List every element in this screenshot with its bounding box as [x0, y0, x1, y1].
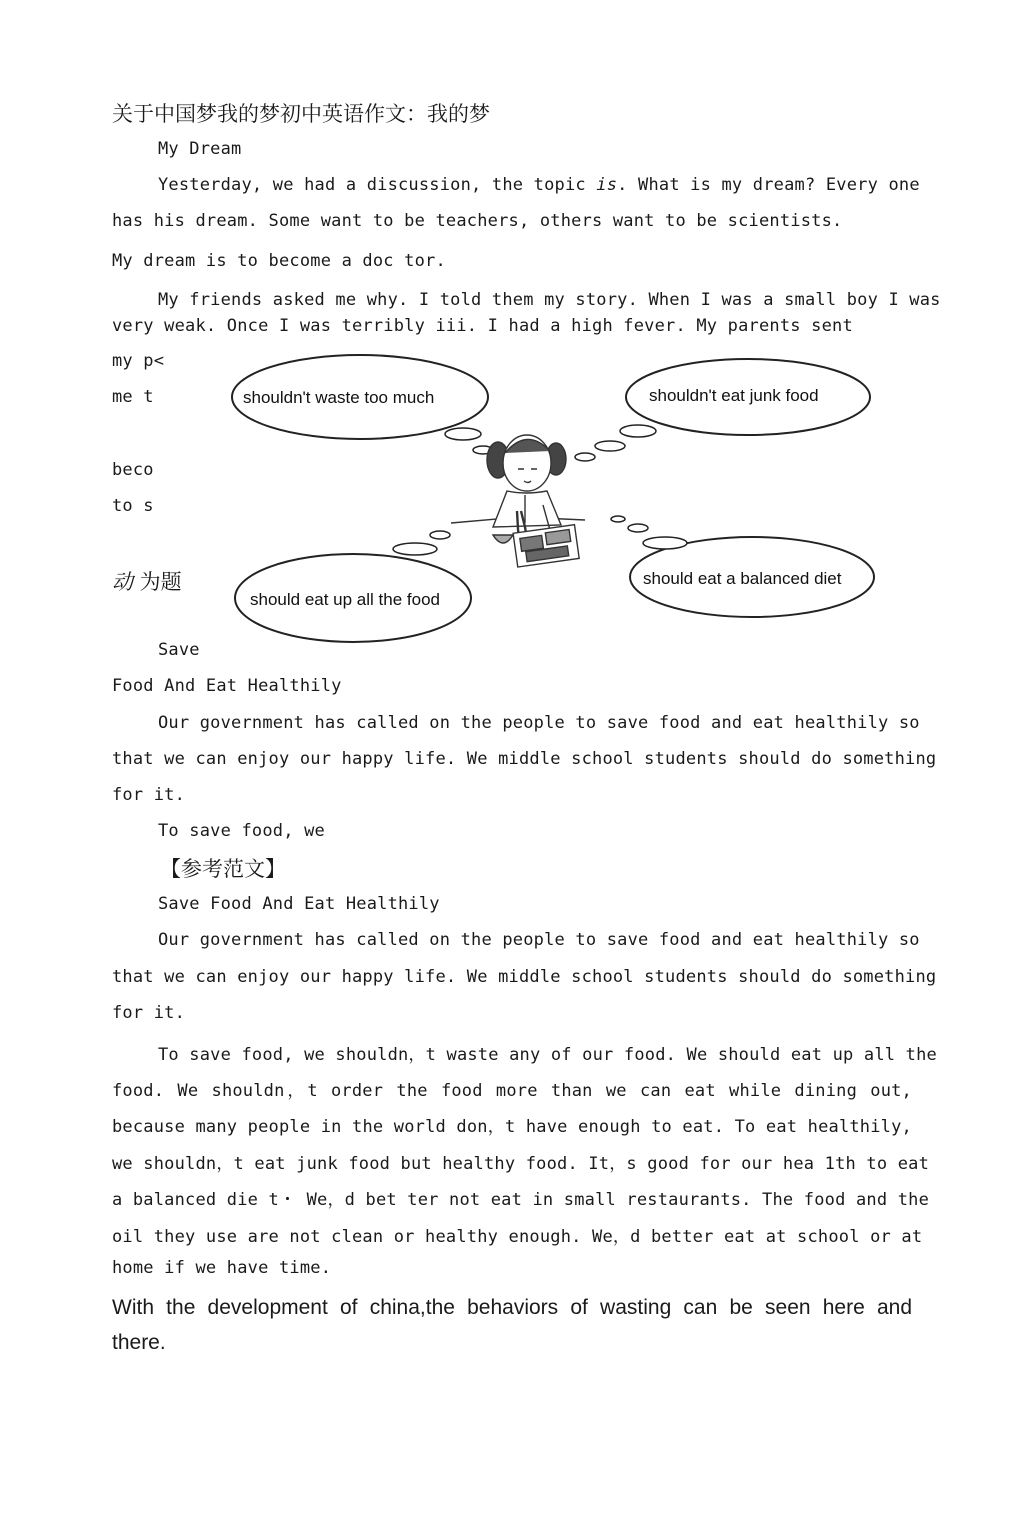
reference-paragraph-line: we shouldn，t eat junk food but healthy food. It，s good for our hea 1th to eat [112, 1154, 930, 1174]
reference-paragraph-line: food. We shouldn，t order the food more than we can eat while dining out, [112, 1081, 912, 1101]
text-fragment: to s [112, 496, 154, 516]
text-fragment: me t [112, 387, 154, 407]
reference-paragraph-line: because many people in the world don，t have enough to eat. To eat healthily, [112, 1117, 912, 1137]
bubble-dot [611, 516, 625, 522]
reference-paragraph-line: home if we have time. [112, 1258, 332, 1278]
page-title: 关于中国梦我的梦初中英语作文：我的梦 [112, 102, 490, 126]
essay-paragraph-line: My friends asked me why. I told them my story. When I was a small boy I was [158, 290, 941, 310]
thought-bubble [235, 554, 471, 642]
essay-paragraph: My dream is to become a doc tor. [112, 251, 446, 271]
bubble-dot [628, 524, 648, 532]
essay-paragraph-line: very weak. Once I was terribly iii. I had a high fever. My parents sent [112, 316, 853, 336]
reference-title: Save Food And Eat Healthily [158, 894, 440, 914]
illustration-figure [225, 345, 885, 650]
thought-bubble [232, 355, 488, 439]
essay-paragraph-line: Yesterday, we had a discussion, the topic is. What is my dream? Every one [158, 175, 920, 195]
bubble-dot [393, 543, 437, 555]
prompt-paragraph: To save food, we [158, 821, 325, 841]
reference-paragraph-line: that we can enjoy our happy life. We middle school students should do something [112, 967, 937, 987]
prompt-paragraph-line: that we can enjoy our happy life. We middle school students should do something [112, 749, 937, 769]
essay-heading: My Dream [158, 139, 242, 159]
bubble-dot [643, 537, 687, 549]
essay-paragraph-line: has his dream. Some want to be teachers, others want to be scientists. [112, 211, 843, 231]
bubble-dot [620, 425, 656, 437]
reference-paragraph-line: for it. [112, 1003, 186, 1023]
bubble-dot [445, 428, 481, 440]
reference-paragraph-line: Our government has called on the people to save food and eat healthily so [158, 930, 920, 950]
bubble-label: shouldn't waste too much [243, 388, 435, 407]
girl-eating-icon [451, 435, 585, 567]
text-fragment: my p< [112, 351, 165, 371]
thought-bubble [626, 359, 870, 435]
closing-line: there. [112, 1331, 166, 1354]
prompt-title: Food And Eat Healthily [112, 676, 342, 696]
closing-line: With the development of china,the behaviors of wasting can be seen here and [112, 1296, 912, 1319]
reference-paragraph-line: a balanced die t・ We，d bet ter not eat in small restaurants. The food and the [112, 1190, 930, 1210]
bubble-dot [595, 441, 625, 451]
prompt-save: Save [158, 640, 200, 660]
text-fragment: beco [112, 460, 154, 480]
reference-label: 【参考范文】 [160, 857, 286, 881]
reference-paragraph-line: To save food, we shouldn，t waste any of our food. We should eat up all the [158, 1045, 937, 1065]
bubble-label: shouldn't eat junk food [649, 386, 819, 405]
prompt-paragraph-line: for it. [112, 785, 186, 805]
prompt-paragraph-line: Our government has called on the people to save food and eat healthily so [158, 713, 920, 733]
reference-paragraph-line: oil they use are not clean or healthy enough. We，d better eat at school or at [112, 1227, 923, 1247]
bubble-label: should eat a balanced diet [643, 569, 842, 588]
text-fragment: 动 为题 [112, 570, 182, 594]
bubble-label: should eat up all the food [250, 590, 440, 609]
bubble-dot [430, 531, 450, 539]
bubble-dot [575, 453, 595, 461]
